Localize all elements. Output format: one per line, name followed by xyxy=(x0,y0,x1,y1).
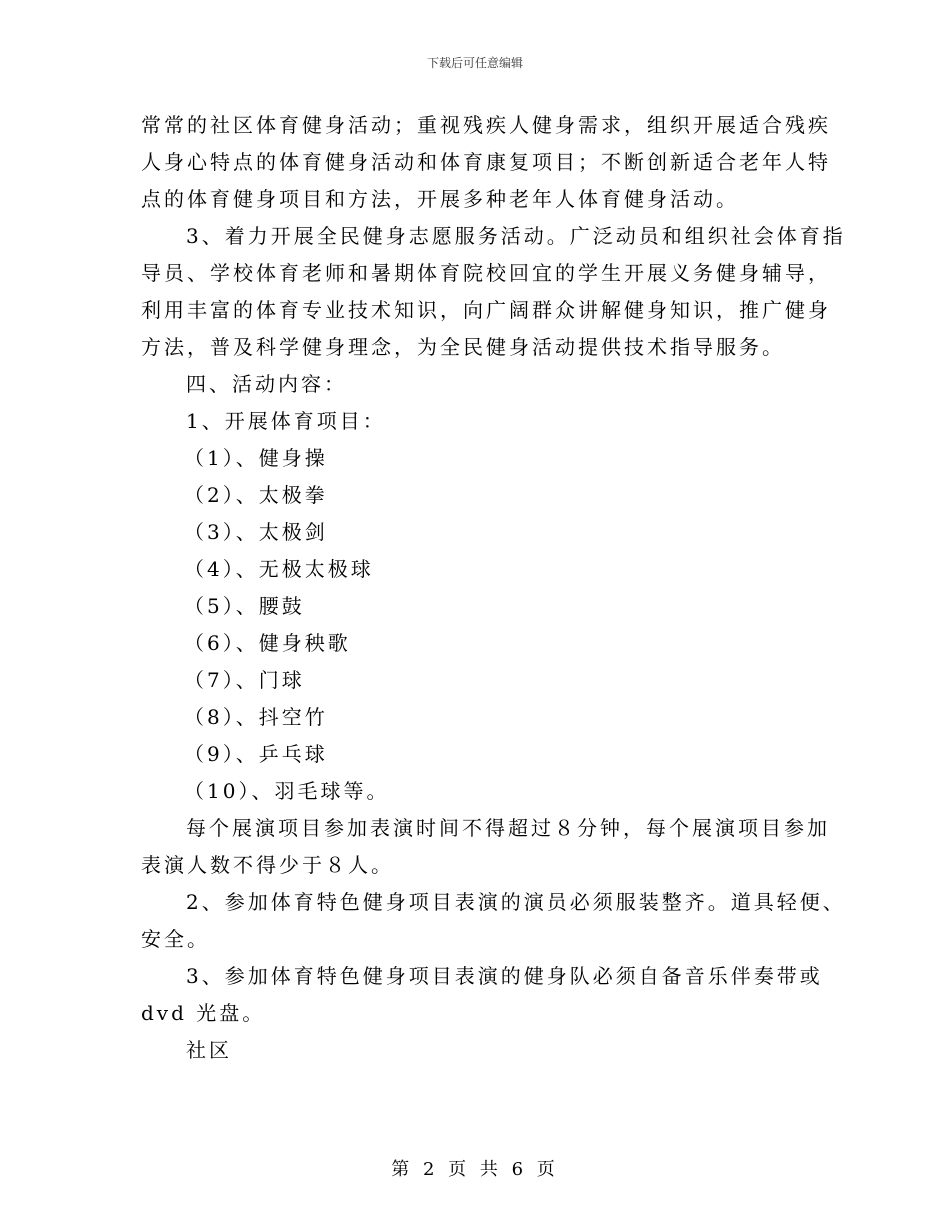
paragraph-line: dvd 光盘。 xyxy=(141,1001,266,1025)
list-item: （5）、腰鼓 xyxy=(184,594,305,618)
list-item: （10）、羽毛球等。 xyxy=(184,779,390,803)
paragraph-line: 每个展演项目参加表演时间不得超过８分钟，每个展演项目参加 xyxy=(186,816,830,840)
paragraph-line: 社区 xyxy=(186,1038,232,1062)
section-heading: 四、活动内容： xyxy=(186,372,347,396)
list-item: （6）、健身秧歌 xyxy=(184,631,351,655)
page-number: 第 2 页 共 6 页 xyxy=(391,1159,559,1180)
subsection-heading: 1、开展体育项目： xyxy=(186,409,386,433)
list-item: （7）、门球 xyxy=(184,668,305,692)
document-body xyxy=(141,107,846,1069)
paragraph-line: 常常的社区体育健身活动；重视残疾人健身需求，组织开展适合残疾 xyxy=(141,113,831,137)
list-item: （2）、太极拳 xyxy=(184,483,328,507)
header-note: 下载后可任意编辑 xyxy=(426,56,523,70)
list-item: （1）、健身操 xyxy=(184,446,328,470)
list-item: （9）、乒乓球 xyxy=(184,742,328,766)
list-item: （3）、太极剑 xyxy=(184,520,328,544)
paragraph-line: 导员、学校体育老师和暑期体育院校回宜的学生开展义务健身辅导， xyxy=(141,261,831,285)
paragraph-line: 3、着力开展全民健身志愿服务活动。广泛动员和组织社会体育指 xyxy=(186,224,846,248)
paragraph-line: 方法，普及科学健身理念，为全民健身活动提供技术指导服务。 xyxy=(141,335,785,359)
list-item: （4）、无极太极球 xyxy=(184,557,374,581)
paragraph-line: 2、参加体育特色健身项目表演的演员必须服装整齐。道具轻便、 xyxy=(186,890,846,914)
paragraph-line: 点的体育健身项目和方法，开展多种老年人体育健身活动。 xyxy=(141,187,739,211)
paragraph-line: 3、参加体育特色健身项目表演的健身队必须自备音乐伴奏带或 xyxy=(186,964,823,988)
paragraph-line: 安全。 xyxy=(141,927,210,951)
list-item: （8）、抖空竹 xyxy=(184,705,328,729)
paragraph-line: 表演人数不得少于８人。 xyxy=(141,853,394,877)
paragraph-line: 人身心特点的体育健身活动和体育康复项目；不断创新适合老年人特 xyxy=(141,150,831,174)
paragraph-line: 利用丰富的体育专业技术知识，向广阔群众讲解健身知识，推广健身 xyxy=(141,298,831,322)
